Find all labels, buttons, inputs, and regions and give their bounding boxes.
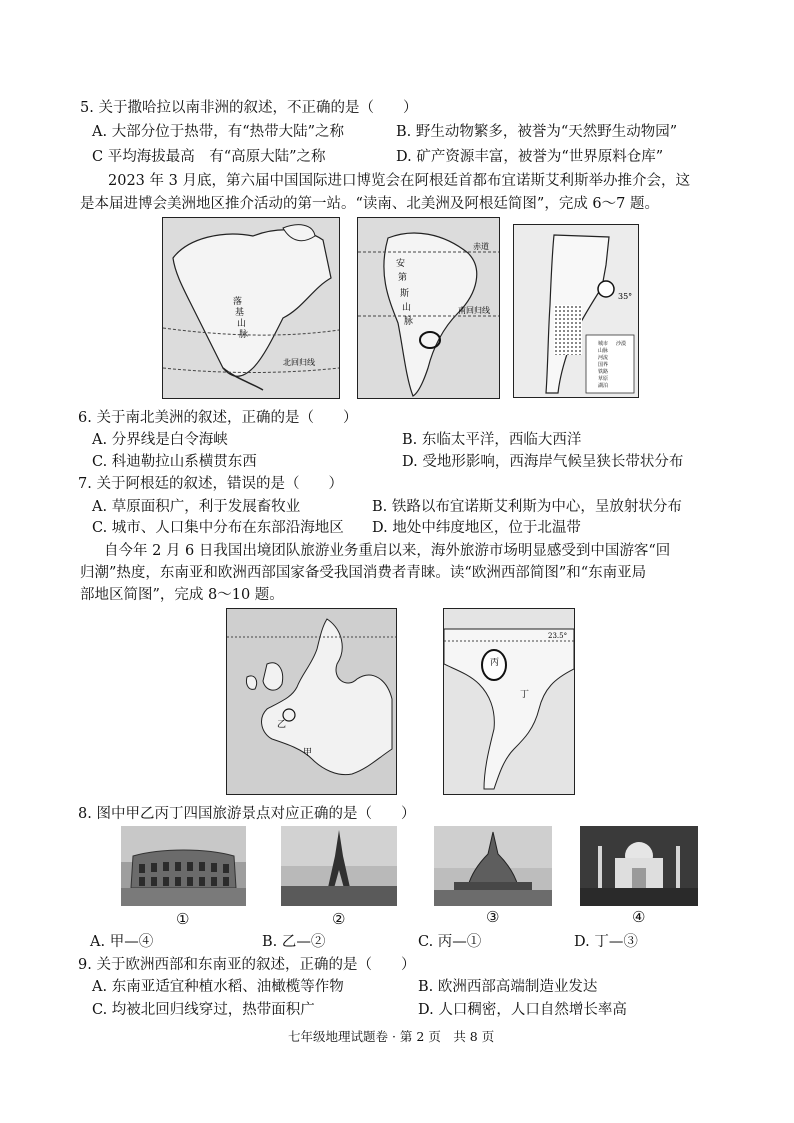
sa-label-4: 山 [402, 303, 412, 313]
q6-option-d: D. 受地形影响，西海岸气候呈狭长带状分布 [402, 454, 684, 470]
q5-option-b: B. 野生动物繁多，被誉为“天然野生动物园” [396, 124, 678, 140]
ar-legend-6: 草原 [598, 376, 609, 382]
q8-option-a: A. 甲—④ [90, 934, 154, 950]
ar-latitude-label: 35° [618, 292, 633, 301]
na-label-4: 脉 [239, 330, 249, 340]
sea-latitude-label: 23.5° [548, 632, 568, 640]
photo-caption-4: ④ [632, 908, 646, 926]
sa-tropic-label: 南回归线 [458, 306, 490, 315]
q6-stem: 6. 关于南北美洲的叙述，正确的是（ ） [78, 410, 358, 426]
ar-legend-8: 沙漠 [616, 341, 627, 347]
photo-eiffel-tower [281, 826, 397, 906]
q6-option-a: A. 分界线是白令海峡 [92, 432, 228, 448]
q9-stem: 9. 关于欧洲西部和东南亚的叙述，正确的是（ ） [78, 957, 416, 973]
q5-stem: 5. 关于撒哈拉以南非洲的叙述，不正确的是（ ） [80, 100, 418, 116]
na-label-3: 山 [237, 319, 247, 329]
q5-option-a: A. 大部分位于热带，有“热带大陆”之称 [92, 124, 345, 140]
photo-shwedagon-pagoda [434, 826, 552, 906]
q8-option-c: C. 丙—① [418, 934, 482, 950]
ar-legend-2: 山脉 [598, 348, 609, 354]
q7-stem: 7. 关于阿根廷的叙述，错误的是（ ） [78, 476, 343, 492]
q9-option-d: D. 人口稠密，人口自然增长率高 [418, 1002, 627, 1018]
q9-option-b: B. 欧洲西部高端制造业发达 [418, 979, 598, 995]
q7-option-b: B. 铁路以布宜诺斯艾利斯为中心，呈放射状分布 [372, 499, 682, 515]
sea-label-ding: 丁 [520, 690, 530, 700]
ar-legend-1: 城市 [598, 341, 609, 347]
na-label-2: 基 [235, 308, 245, 318]
passage2-line3: 部地区简图”，完成 8～10 题。 [80, 587, 284, 603]
photo-caption-1: ① [176, 910, 190, 928]
southeast-asia-map [443, 608, 575, 795]
page-footer: 七年级地理试题卷 · 第 2 页 共 8 页 [288, 1029, 495, 1044]
q7-option-d: D. 地处中纬度地区，位于北温带 [372, 520, 581, 536]
q8-stem: 8. 图中甲乙丙丁四国旅游景点对应正确的是（ ） [78, 806, 416, 822]
sa-label-5: 脉 [404, 317, 414, 327]
q5-option-c: C 平均海拔最高 有“高原大陆”之称 [92, 149, 326, 165]
eu-label-yi: 乙 [277, 720, 287, 730]
q5-option-d: D. 矿产资源丰富，被誉为“世界原料仓库” [396, 149, 664, 165]
sa-equator-label: 赤道 [473, 242, 489, 251]
q8-option-d: D. 丁—③ [574, 934, 638, 950]
south-america-map [357, 217, 500, 399]
passage1-line2: 是本届进博会美洲地区推介活动的第一站。“读南、北美洲及阿根廷简图”，完成 6～7 题。 [80, 196, 659, 212]
q9-option-a: A. 东南亚适宜种植水稻、油橄榄等作物 [92, 979, 344, 995]
q9-option-c: C. 均被北回归线穿过，热带面积广 [92, 1002, 315, 1018]
sea-label-bing: 丙 [490, 658, 500, 668]
photo-colosseum [121, 826, 246, 906]
q6-option-b: B. 东临太平洋，西临大西洋 [402, 432, 582, 448]
ar-legend-5: 铁路 [598, 369, 609, 375]
photo-caption-3: ③ [486, 908, 500, 926]
na-label-1: 落 [233, 297, 243, 307]
passage2-line1: 自今年 2 月 6 日我国出境团队旅游业务重启以来，海外旅游市场明显感受到中国游客“回 [104, 543, 671, 559]
eu-label-jia: 甲 [303, 748, 313, 758]
sa-label-1: 安 [396, 259, 406, 269]
photo-taj-mahal [580, 826, 698, 906]
passage1-line1: 2023 年 3 月底，第六届中国国际进口博览会在阿根廷首都布宜诺斯艾利斯举办推介会，这 [108, 173, 690, 189]
q7-option-c: C. 城市、人口集中分布在东部沿海地区 [92, 520, 344, 536]
passage2-line2: 归潮”热度，东南亚和欧洲西部国家备受我国消费者青睐。读“欧洲西部简图”和“东南亚局 [80, 565, 647, 581]
sa-label-2: 第 [398, 273, 408, 283]
ar-legend-4: 国界 [598, 362, 609, 368]
q7-option-a: A. 草原面积广，利于发展畜牧业 [92, 499, 301, 515]
photo-caption-2: ② [332, 910, 346, 928]
sa-label-3: 斯 [400, 289, 410, 299]
ar-legend-7: 湖泊 [598, 383, 609, 389]
western-europe-map [226, 608, 397, 795]
argentina-map [513, 224, 639, 398]
na-tropic-label: 北回归线 [283, 358, 315, 367]
q8-option-b: B. 乙—② [262, 934, 326, 950]
ar-legend-3: 河流 [598, 355, 609, 361]
q6-option-c: C. 科迪勒拉山系横贯东西 [92, 454, 257, 470]
north-america-map [162, 217, 340, 399]
